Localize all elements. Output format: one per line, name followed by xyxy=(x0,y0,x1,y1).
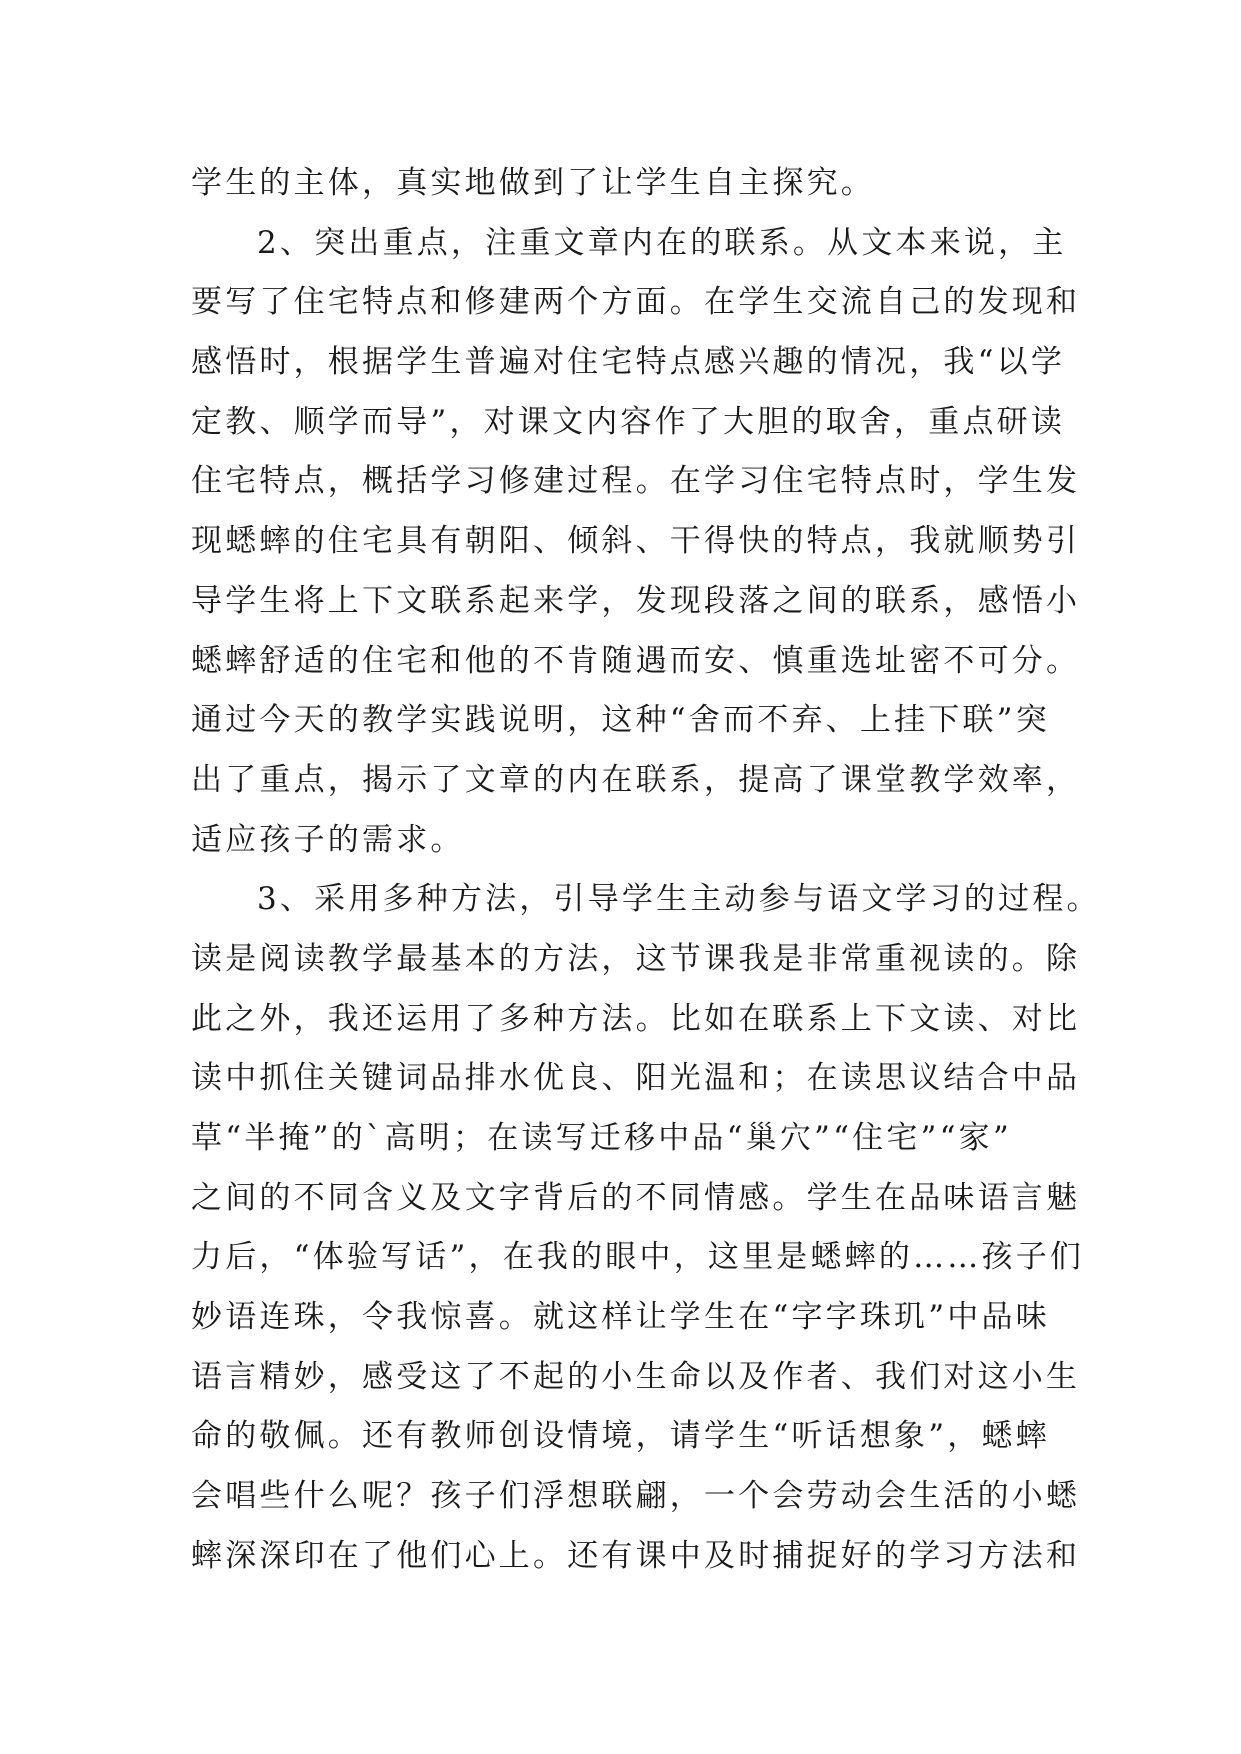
text-line: 定教、顺学而导”，对课文内容作了大胆的取舍，重点研读 xyxy=(191,403,1066,440)
text-line: 现蟋蟀的住宅具有朝阳、倾斜、干得快的特点，我就顺势引 xyxy=(191,523,1081,560)
text-line: 命的敬佩。还有教师创设情境，请学生“听话想象”，蟋蟀 xyxy=(191,1418,1050,1455)
text-line: 学生的主体，真实地做到了让学生自主探究。 xyxy=(191,165,875,201)
text-line: 此之外，我还运用了多种方法。比如在联系上下文读、对比 xyxy=(191,1000,1081,1037)
text-line: 蟋蟀舒适的住宅和他的不肯随遇而安、慎重选址密不可分。 xyxy=(191,642,1081,679)
text-line: 出了重点，揭示了文章的内在联系，提高了课堂教学效率， xyxy=(191,761,1081,798)
text-line: 之间的不同含义及文字背后的不同情感。学生在品味语言魅 xyxy=(191,1179,1081,1216)
text-line: 导学生将上下文联系起来学，发现段落之间的联系，感悟小 xyxy=(191,582,1081,619)
text-line: 读中抓住关键词品排水优良、阳光温和；在读思议结合中品 xyxy=(191,1060,1081,1097)
text-line: 妙语连珠，令我惊喜。就这样让学生在“字字珠玑”中品味 xyxy=(191,1299,1050,1336)
text-line: 会唱些什么呢？孩子们浮想联翩，一个会劳动会生活的小蟋 xyxy=(191,1478,1081,1515)
text-line: 感悟时，根据学生普遍对住宅特点感兴趣的情况，我“以学 xyxy=(191,344,1066,381)
text-line: 草“半掩”的`高明；在读写迁移中品“巢穴”“住宅”“家” xyxy=(191,1120,1012,1156)
text-line: 3、采用多种方法，引导学生主动参与语文学习的过程。 xyxy=(257,881,1101,918)
text-line: 要写了住宅特点和修建两个方面。在学生交流自己的发现和 xyxy=(191,284,1081,321)
text-line: 语言精妙，感受这了不起的小生命以及作者、我们对这小生 xyxy=(191,1358,1081,1395)
text-line: 适应孩子的需求。 xyxy=(191,821,465,858)
text-line: 力后，“体验写话”，在我的眼中，这里是蟋蟀的……孩子们 xyxy=(191,1239,1085,1276)
text-line: 读是阅读教学最基本的方法，这节课我是非常重视读的。除 xyxy=(191,940,1081,977)
body-text xyxy=(191,154,1101,1587)
text-line: 住宅特点，概括学习修建过程。在学习住宅特点时，学生发 xyxy=(191,463,1081,500)
text-line: 蟀深深印在了他们心上。还有课中及时捕捉好的学习方法和 xyxy=(191,1537,1081,1574)
text-line: 通过今天的教学实践说明，这种“舍而不弃、上挂下联”突 xyxy=(191,702,1050,739)
text-line: 2、突出重点，注重文章内在的联系。从文本来说，主 xyxy=(257,224,1067,261)
